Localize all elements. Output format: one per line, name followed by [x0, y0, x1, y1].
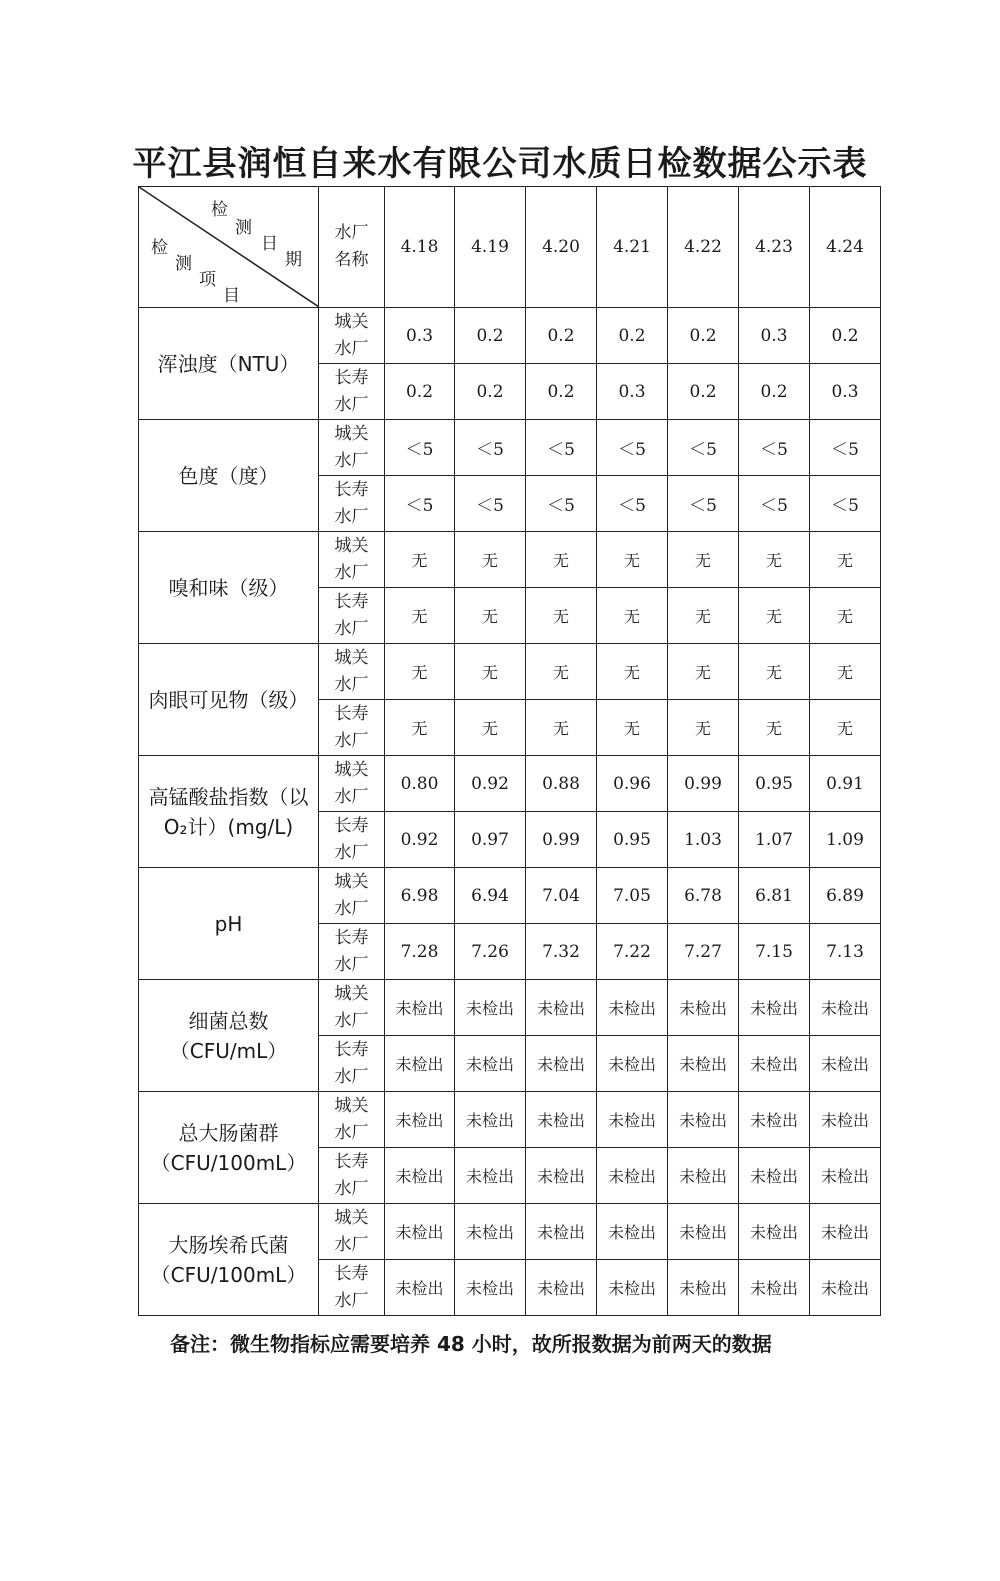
plant-name-cell [319, 1148, 385, 1204]
value-cell: 7.13 [810, 924, 881, 980]
value-cell: ＜5 [385, 420, 455, 476]
value-cell: 未检出 [668, 980, 739, 1036]
date-label-char: 测 [235, 218, 252, 238]
value-cell: 未检出 [739, 1260, 810, 1316]
value-cell: 0.3 [385, 308, 455, 364]
value-cell: 无 [455, 588, 526, 644]
plant-header-line: 名称 [334, 250, 369, 270]
value-cell: 0.91 [810, 756, 881, 812]
plant-name-line: 城关 [334, 1207, 369, 1228]
value-cell: 未检出 [597, 980, 668, 1036]
value-cell: 0.92 [385, 812, 455, 868]
value-cell: 0.99 [668, 756, 739, 812]
value-cell: 未检出 [739, 1092, 810, 1148]
value-cell: 未检出 [739, 980, 810, 1036]
test-item-name-line: （CFU/mL） [169, 1038, 288, 1063]
date-header: 4.18 [385, 187, 455, 308]
plant-name-cell [319, 308, 385, 364]
plant-name-line: 城关 [334, 983, 369, 1004]
plant-name-cell [319, 980, 385, 1036]
value-cell: 未检出 [526, 1260, 597, 1316]
value-cell: 0.2 [668, 364, 739, 420]
value-cell: 未检出 [810, 1204, 881, 1260]
plant-header-line: 水厂 [334, 223, 369, 243]
value-cell: ＜5 [526, 420, 597, 476]
item-label-char: 项 [199, 270, 216, 290]
plant-name-cell [319, 364, 385, 420]
value-cell: 未检出 [739, 1204, 810, 1260]
test-item-name [139, 1092, 319, 1204]
test-item-name [139, 980, 319, 1092]
value-cell: 7.04 [526, 868, 597, 924]
plant-name-line: 水厂 [334, 954, 369, 975]
plant-name-line: 城关 [334, 759, 369, 780]
value-cell: 无 [668, 532, 739, 588]
value-cell: 无 [526, 700, 597, 756]
value-cell: 无 [810, 532, 881, 588]
value-cell: 未检出 [526, 1204, 597, 1260]
value-cell: 未检出 [597, 1148, 668, 1204]
value-cell: 未检出 [385, 1260, 455, 1316]
value-cell: 7.32 [526, 924, 597, 980]
value-cell: 未检出 [526, 1036, 597, 1092]
plant-name-line: 水厂 [334, 786, 369, 807]
plant-name-cell [319, 924, 385, 980]
table-row [139, 1092, 881, 1148]
plant-name-line: 城关 [334, 871, 369, 892]
value-cell: 无 [526, 588, 597, 644]
date-header: 4.19 [455, 187, 526, 308]
value-cell: 无 [668, 700, 739, 756]
plant-name-cell [319, 1204, 385, 1260]
table-row [139, 644, 881, 700]
test-item-name [139, 308, 319, 420]
date-header: 4.23 [739, 187, 810, 308]
test-item-name-line: 色度（度） [178, 463, 279, 488]
plant-name-line: 水厂 [334, 898, 369, 919]
test-item-name-line: pH [214, 911, 243, 936]
value-cell: 6.94 [455, 868, 526, 924]
plant-name-line: 长寿 [334, 1039, 369, 1060]
value-cell: 1.09 [810, 812, 881, 868]
table-row [139, 532, 881, 588]
value-cell: 0.92 [455, 756, 526, 812]
value-cell: 0.97 [455, 812, 526, 868]
test-item-name-line: （CFU/100mL） [150, 1150, 307, 1175]
value-cell: 0.99 [526, 812, 597, 868]
plant-name-line: 水厂 [334, 1178, 369, 1199]
plant-name-line: 城关 [334, 423, 369, 444]
value-cell: 0.2 [526, 364, 597, 420]
table-row [139, 308, 881, 364]
value-cell: 6.89 [810, 868, 881, 924]
date-label-char: 期 [285, 250, 302, 270]
plant-name-cell [319, 812, 385, 868]
value-cell: 0.95 [739, 756, 810, 812]
value-cell: 6.78 [668, 868, 739, 924]
value-cell: 无 [597, 644, 668, 700]
value-cell: 6.81 [739, 868, 810, 924]
test-item-name [139, 420, 319, 532]
value-cell: 无 [455, 644, 526, 700]
plant-name-line: 长寿 [334, 591, 369, 612]
value-cell: 未检出 [455, 1260, 526, 1316]
table-row [139, 1204, 881, 1260]
plant-name-line: 城关 [334, 535, 369, 556]
plant-name-line: 水厂 [334, 842, 369, 863]
plant-name-line: 城关 [334, 1095, 369, 1116]
value-cell: 0.2 [455, 364, 526, 420]
plant-name-line: 水厂 [334, 618, 369, 639]
value-cell: 无 [810, 588, 881, 644]
value-cell: 未检出 [597, 1260, 668, 1316]
test-item-name-line: 嗅和味（级） [168, 575, 289, 600]
value-cell: 未检出 [668, 1092, 739, 1148]
value-cell: 0.88 [526, 756, 597, 812]
value-cell: 无 [739, 532, 810, 588]
value-cell: 未检出 [455, 1204, 526, 1260]
plant-name-line: 水厂 [334, 562, 369, 583]
value-cell: 无 [810, 700, 881, 756]
table-row [139, 420, 881, 476]
table-row [139, 980, 881, 1036]
value-cell: 无 [385, 700, 455, 756]
value-cell: 无 [455, 700, 526, 756]
value-cell: 未检出 [455, 1092, 526, 1148]
value-cell: 无 [597, 588, 668, 644]
plant-name-line: 长寿 [334, 815, 369, 836]
value-cell: 7.05 [597, 868, 668, 924]
test-item-name-line: 高锰酸盐指数（以 [148, 784, 309, 809]
plant-name-line: 水厂 [334, 338, 369, 359]
value-cell: 无 [668, 588, 739, 644]
value-cell: 无 [597, 700, 668, 756]
value-cell: 无 [385, 644, 455, 700]
plant-header-cell [319, 187, 385, 308]
value-cell: 未检出 [385, 980, 455, 1036]
plant-name-cell [319, 1260, 385, 1316]
plant-name-cell [319, 476, 385, 532]
footnote: 备注：微生物指标应需要培养 48 小时，故所报数据为前两天的数据 [170, 1332, 772, 1356]
value-cell: 未检出 [526, 1148, 597, 1204]
test-item-name-line: 浑浊度（NTU） [157, 351, 300, 376]
plant-name-line: 水厂 [334, 1122, 369, 1143]
test-item-name-line: 肉眼可见物（级） [148, 687, 309, 712]
plant-name-line: 长寿 [334, 703, 369, 724]
value-cell: 未检出 [668, 1036, 739, 1092]
value-cell: 0.80 [385, 756, 455, 812]
value-cell: ＜5 [810, 476, 881, 532]
value-cell: 7.22 [597, 924, 668, 980]
value-cell: 1.07 [739, 812, 810, 868]
value-cell: 0.2 [385, 364, 455, 420]
value-cell: ＜5 [739, 476, 810, 532]
plant-name-line: 水厂 [334, 1234, 369, 1255]
plant-name-cell [319, 588, 385, 644]
value-cell: ＜5 [597, 420, 668, 476]
value-cell: 无 [810, 644, 881, 700]
plant-name-line: 水厂 [334, 1010, 369, 1031]
date-label-char: 检 [211, 200, 228, 220]
test-item-name-line: 总大肠菌群 [178, 1120, 279, 1145]
value-cell: ＜5 [739, 420, 810, 476]
value-cell: ＜5 [597, 476, 668, 532]
plant-name-line: 水厂 [334, 1290, 369, 1311]
value-cell: 无 [739, 588, 810, 644]
value-cell: 未检出 [739, 1036, 810, 1092]
value-cell: 未检出 [526, 1092, 597, 1148]
value-cell: 无 [739, 700, 810, 756]
value-cell: 未检出 [455, 980, 526, 1036]
value-cell: 0.3 [597, 364, 668, 420]
plant-name-line: 城关 [334, 647, 369, 668]
test-item-name-line: （CFU/100mL） [150, 1262, 307, 1287]
value-cell: 0.2 [526, 308, 597, 364]
value-cell: 未检出 [810, 1148, 881, 1204]
value-cell: 未检出 [810, 1036, 881, 1092]
value-cell: 7.15 [739, 924, 810, 980]
value-cell: 未检出 [455, 1036, 526, 1092]
value-cell: 未检出 [668, 1148, 739, 1204]
plant-name-line: 长寿 [334, 1151, 369, 1172]
value-cell: 无 [668, 644, 739, 700]
page-title: 平江县润恒自来水有限公司水质日检数据公示表 [132, 144, 868, 184]
value-cell: 0.2 [668, 308, 739, 364]
value-cell: 未检出 [385, 1148, 455, 1204]
plant-name-cell [319, 532, 385, 588]
value-cell: 1.03 [668, 812, 739, 868]
value-cell: 未检出 [526, 980, 597, 1036]
plant-name-cell [319, 644, 385, 700]
diagonal-header-cell [139, 187, 319, 308]
item-label-char: 目 [223, 286, 240, 306]
plant-name-line: 长寿 [334, 367, 369, 388]
value-cell: 未检出 [455, 1148, 526, 1204]
plant-name-line: 水厂 [334, 1066, 369, 1087]
value-cell: 未检出 [810, 1092, 881, 1148]
value-cell: 无 [385, 588, 455, 644]
value-cell: 0.3 [810, 364, 881, 420]
value-cell: ＜5 [810, 420, 881, 476]
value-cell: 无 [739, 644, 810, 700]
water-quality-table [138, 186, 881, 1316]
value-cell: 未检出 [739, 1148, 810, 1204]
plant-name-line: 水厂 [334, 506, 369, 527]
date-header: 4.20 [526, 187, 597, 308]
value-cell: ＜5 [385, 476, 455, 532]
plant-name-line: 城关 [334, 311, 369, 332]
date-label-char: 日 [261, 234, 278, 254]
value-cell: ＜5 [455, 476, 526, 532]
plant-name-line: 水厂 [334, 730, 369, 751]
value-cell: 未检出 [668, 1204, 739, 1260]
value-cell: ＜5 [526, 476, 597, 532]
value-cell: 未检出 [597, 1092, 668, 1148]
plant-name-cell [319, 420, 385, 476]
test-item-name [139, 644, 319, 756]
date-header: 4.24 [810, 187, 881, 308]
value-cell: ＜5 [455, 420, 526, 476]
plant-name-line: 水厂 [334, 394, 369, 415]
item-label-char: 检 [151, 238, 168, 258]
value-cell: 未检出 [668, 1260, 739, 1316]
value-cell: 0.95 [597, 812, 668, 868]
value-cell: 无 [526, 644, 597, 700]
plant-name-line: 长寿 [334, 479, 369, 500]
value-cell: 无 [597, 532, 668, 588]
value-cell: 未检出 [385, 1204, 455, 1260]
test-item-name-line: O₂计）(mg/L) [163, 814, 294, 839]
value-cell: 0.96 [597, 756, 668, 812]
table-row [139, 756, 881, 812]
item-label-char: 测 [175, 254, 192, 274]
value-cell: 未检出 [597, 1204, 668, 1260]
plant-name-cell [319, 756, 385, 812]
value-cell: 未检出 [810, 980, 881, 1036]
value-cell: 0.2 [597, 308, 668, 364]
value-cell: ＜5 [668, 476, 739, 532]
test-item-name [139, 756, 319, 868]
test-item-name [139, 532, 319, 644]
plant-name-line: 长寿 [334, 927, 369, 948]
plant-name-cell [319, 700, 385, 756]
value-cell: 0.2 [810, 308, 881, 364]
value-cell: 0.2 [455, 308, 526, 364]
value-cell: 6.98 [385, 868, 455, 924]
value-cell: 0.2 [739, 364, 810, 420]
value-cell: 7.26 [455, 924, 526, 980]
value-cell: 未检出 [810, 1260, 881, 1316]
test-item-name [139, 1204, 319, 1316]
value-cell: ＜5 [668, 420, 739, 476]
value-cell: 无 [455, 532, 526, 588]
plant-name-cell [319, 868, 385, 924]
test-item-name [139, 868, 319, 980]
value-cell: 7.28 [385, 924, 455, 980]
value-cell: 未检出 [597, 1036, 668, 1092]
value-cell: 未检出 [385, 1092, 455, 1148]
header-row [139, 187, 881, 308]
table-row [139, 868, 881, 924]
plant-name-line: 水厂 [334, 450, 369, 471]
plant-name-cell [319, 1092, 385, 1148]
date-header: 4.22 [668, 187, 739, 308]
plant-name-line: 长寿 [334, 1263, 369, 1284]
value-cell: 无 [526, 532, 597, 588]
plant-name-line: 水厂 [334, 674, 369, 695]
date-header: 4.21 [597, 187, 668, 308]
value-cell: 未检出 [385, 1036, 455, 1092]
test-item-name-line: 大肠埃希氏菌 [168, 1232, 289, 1257]
value-cell: 无 [385, 532, 455, 588]
value-cell: 7.27 [668, 924, 739, 980]
test-item-name-line: 细菌总数 [188, 1008, 269, 1033]
value-cell: 0.3 [739, 308, 810, 364]
plant-name-cell [319, 1036, 385, 1092]
